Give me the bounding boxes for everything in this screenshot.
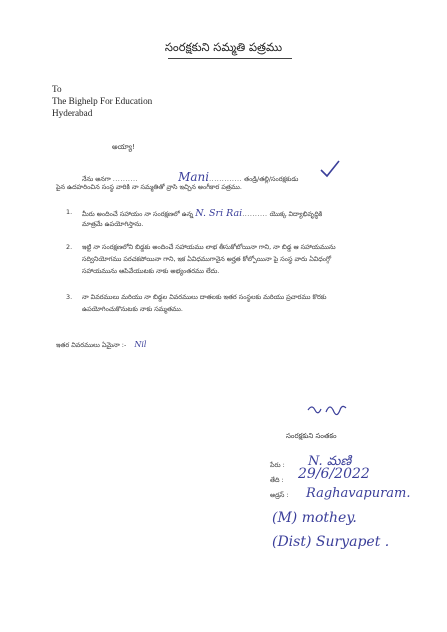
- intro-suffix: తండ్రి/తల్లి/సంరక్షకుడు: [244, 175, 299, 183]
- item-3-line-1: నా వివరములు మరియు నా బిడ్డల వివరములు దాతలకు ఇతర సంస్థలకు మరియు ప్రచారము కొరకు: [82, 293, 327, 301]
- item-3-line-2: ఉపయోగించుకొనుటకు నాకు సమ్మతము.: [82, 305, 183, 313]
- item-1-line-2: మాత్రమే ఉపయోగిస్తాను.: [82, 220, 144, 228]
- other-details-label: ఇతర వివరములు ఏమైనా :-: [56, 341, 127, 349]
- guardian-name: Mani: [178, 170, 210, 184]
- intro-prefix: నేను అనగా: [82, 175, 113, 183]
- tick-mark-icon: [318, 158, 342, 180]
- to-line: To: [52, 84, 62, 94]
- name-label: పేరు :: [270, 461, 285, 469]
- name-value: N. మణి: [308, 454, 352, 469]
- salutation: అయ్యా!: [112, 143, 135, 151]
- page-title: సంరక్షకుని సమ్మతి పత్రము: [164, 40, 283, 54]
- title-underline: [168, 58, 292, 59]
- intro-line: నేను అనగా .......... Mani............. తండ్రి/తల్లి/సంరక్షకుడు: [82, 170, 299, 184]
- item-2-line-2: సద్వినియోగము పరచకపోయినా గాని, ఇక ఏవిధముగానైన అర్హత కోల్పోయినా పై సంస్థ వారు ఏవిధంగ్గో: [82, 255, 332, 263]
- guardian-signature-icon: [306, 400, 348, 420]
- date-value: 29/6/2022: [298, 466, 370, 482]
- date-label: తేది :: [270, 476, 284, 484]
- other-details-row: [56, 340, 146, 351]
- to-city: Hyderabad: [52, 108, 93, 118]
- other-details-value: Nil: [134, 340, 147, 349]
- item-2-line-1: ఇట్టి నా సంరక్షణలోని బిడ్డకు అందించే సహాయము లాభ తీసుకోబోయినా గాని, నా బిడ్డ ఆ సహాయమును: [82, 243, 336, 251]
- item-2-number: 2.: [66, 243, 73, 251]
- signature-label: సంరక్షకుని సంతకం: [286, 432, 337, 440]
- item-1-line: మీరు అందించే సహాయం నా సంరక్షణలో ఉన్న N. Sri Rai.......... యొక్క విద్యాభివృద్ధికి: [82, 208, 323, 219]
- item-2-line-3: సహాయమును ఆపివేయుటకు నాకు అభ్యంతరము లేదు.: [82, 267, 220, 275]
- item-3-number: 3.: [66, 293, 73, 301]
- intro-line-2: పైన ఉదహరించిన సంస్థ వారికి నా సమ్మతితో వ్రాసి ఇచ్చిన అంగీకార పత్రము.: [56, 183, 242, 191]
- address-line-1: Raghavapuram.: [306, 486, 411, 501]
- address-line-2: (M) mothey.: [272, 510, 357, 526]
- address-line-3: (Dist) Suryapet .: [272, 534, 390, 550]
- student-name: N. Sri Rai: [195, 208, 243, 219]
- to-org: The Bighelp For Education: [52, 96, 153, 106]
- item-1-number: 1.: [66, 208, 73, 216]
- address-label: అడ్రస్ :: [270, 491, 289, 499]
